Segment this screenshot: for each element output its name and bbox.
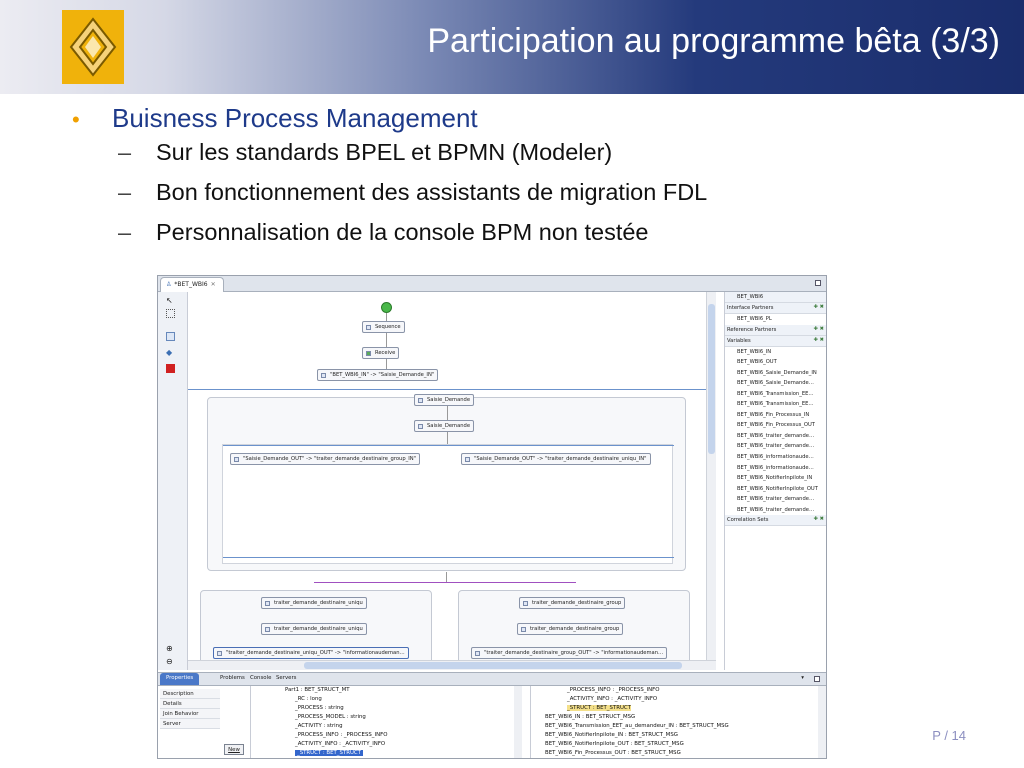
group-scope[interactable] — [458, 590, 690, 664]
variable-item[interactable]: BET_WBI6_Fin_Processus_OUT — [737, 422, 815, 429]
link-line — [314, 582, 576, 583]
pointer-tool-icon[interactable]: ↖ — [166, 296, 173, 305]
scope-icon — [265, 601, 270, 606]
correlation-sets-label: Correlation Sets — [727, 517, 769, 524]
variable-item[interactable]: BET_WBI6_Transmission_EE… — [737, 390, 814, 397]
tab-servers[interactable]: Servers — [276, 675, 297, 681]
tab-console[interactable]: Console — [250, 675, 272, 681]
assign-node[interactable] — [213, 647, 409, 659]
assign-group-label: "Saisie_Demande_OUT" -> "traiter_demande_destinaire_group_IN" — [243, 456, 417, 462]
tree-node[interactable]: Part1 : BET_STRUCT_MT — [285, 687, 350, 693]
tree-node[interactable]: _STRUCT : BET_STRUCT — [567, 705, 631, 711]
scope-node[interactable] — [414, 394, 474, 406]
assign-icon — [234, 457, 239, 462]
mapping-left-tree — [250, 686, 522, 759]
invoke-label: traiter_demande_destinaire_uniqu — [274, 626, 363, 632]
tree-node[interactable]: BET_WBI6_Fin_Processus_OUT : BET_STRUCT_MSG — [545, 750, 681, 756]
assign-label: "traiter_demande_destinaire_group_OUT" -> "informationaudeman… — [484, 650, 664, 656]
sequence-node[interactable] — [362, 321, 405, 333]
properties-tab-bar — [158, 673, 826, 686]
tree-node[interactable]: BET_WBI6_IN : BET_STRUCT_MSG — [545, 714, 636, 720]
close-icon[interactable]: ✕ — [210, 281, 216, 288]
bullet-list — [72, 103, 707, 259]
outline-process[interactable] — [725, 292, 827, 303]
reference-partners-header[interactable] — [725, 325, 827, 336]
tree-node[interactable]: _ACTIVITY : string — [295, 723, 343, 729]
scope-label: traiter_demande_destinaire_group — [532, 600, 622, 606]
sequence-icon — [366, 325, 371, 330]
empty-action-icon[interactable] — [166, 332, 175, 341]
variable-item[interactable]: BET_WBI6_Saisie_Demande… — [737, 380, 814, 387]
invoke-label: traiter_demande_destinaire_group — [530, 626, 620, 632]
bullet-main — [72, 103, 707, 139]
side-item[interactable]: Details — [160, 699, 220, 709]
invoke-label: Saisie_Demande — [427, 423, 471, 429]
variable-item[interactable]: BET_WBI6_NotifierInpilote_OUT — [737, 485, 818, 492]
variable-item[interactable]: BET_WBI6_traiter_demande… — [737, 506, 815, 513]
marquee-tool-icon[interactable] — [166, 309, 175, 318]
tree-node[interactable]: BET_WBI6_NotifierInpilote_OUT : BET_STRUCT_MSG — [545, 741, 684, 747]
zoom-in-icon[interactable]: ⊕ — [166, 644, 173, 653]
receive-node[interactable] — [362, 347, 399, 359]
bullet-sub-text: Bon fonctionnement des assistants de migration FDL — [156, 179, 708, 205]
connector-line — [446, 572, 447, 582]
view-menu-icon[interactable]: ▾ — [801, 675, 804, 681]
flow-bottom-line — [223, 557, 674, 558]
saisie-scope[interactable] — [207, 397, 686, 571]
sequence-label: Sequence — [375, 324, 401, 330]
process-outline — [724, 292, 827, 670]
dash-icon: – — [118, 219, 132, 245]
interface-partners-label: Interface Partners — [727, 305, 774, 311]
add-remove-icon[interactable]: ✚ ✖ — [813, 336, 824, 343]
interface-partners-header[interactable] — [725, 303, 827, 314]
scroll-thumb[interactable] — [304, 662, 682, 669]
variable-item[interactable]: BET_WBI6_informationaude… — [737, 464, 814, 471]
tree-node[interactable]: _RC : long — [295, 696, 322, 702]
bullet-sub — [72, 139, 707, 179]
variable-item[interactable]: BET_WBI6_IN — [737, 348, 772, 355]
palette — [158, 292, 188, 670]
selection-line — [188, 389, 706, 390]
tab-problems[interactable]: Problems — [220, 675, 245, 681]
tree-node[interactable]: BET_WBI6_Transmission_EET_au_demandeur_IN : BET_STRUCT_MSG — [545, 723, 729, 729]
invoke-icon — [418, 424, 423, 429]
editor-tab-bar — [158, 276, 826, 292]
left-tree-scrollbar[interactable] — [514, 686, 522, 759]
slide-header — [0, 0, 1024, 94]
bpel-editor-screenshot — [157, 275, 827, 759]
slide-title: Participation au programme bêta (3/3) — [427, 22, 1000, 60]
invoke-node[interactable] — [261, 623, 367, 635]
assign-icon — [217, 651, 222, 656]
add-remove-icon[interactable]: ✚ ✖ — [813, 516, 824, 523]
assign-label: "traiter_demande_destinaire_uniqu_OUT" -> "informationaudeman… — [226, 650, 405, 656]
tree-node[interactable]: _PROCESS : string — [295, 705, 344, 711]
right-tree-scrollbar[interactable] — [818, 686, 826, 759]
outline-item[interactable]: BET_WBI6_PL — [737, 316, 772, 322]
connector-line — [386, 359, 387, 369]
variable-item[interactable]: BET_WBI6_informationaude… — [737, 454, 814, 461]
variable-item[interactable]: BET_WBI6_Transmission_EE… — [737, 401, 814, 408]
uniqu-scope[interactable] — [200, 590, 432, 664]
connector-line — [386, 333, 387, 347]
minimize-icon[interactable] — [814, 676, 820, 682]
flow-container[interactable] — [222, 444, 673, 564]
assign-uniqu-label: "Saisie_Demande_OUT" -> "traiter_demande_destinaire_uniqu_IN" — [474, 456, 647, 462]
properties-view — [158, 672, 826, 759]
process-icon: ♙ — [166, 281, 172, 288]
tab-properties[interactable]: Properties — [160, 673, 199, 685]
bullet-main-text: Buisness Process Management — [112, 103, 478, 133]
bullet-sub — [72, 219, 707, 259]
add-remove-icon[interactable]: ✚ ✖ — [813, 325, 824, 332]
scope-node[interactable] — [261, 597, 367, 609]
connector-line — [447, 432, 448, 444]
assign-node[interactable] — [471, 647, 667, 659]
invoke-icon — [521, 627, 526, 632]
editor-tab[interactable] — [160, 277, 224, 292]
bullet-dot-icon: • — [72, 107, 80, 132]
side-item[interactable]: Server — [160, 719, 220, 729]
invoke-node[interactable] — [517, 623, 623, 635]
start-node-icon[interactable] — [381, 302, 392, 313]
assign-icon — [475, 651, 480, 656]
page-number: P / 14 — [932, 728, 966, 743]
scope-label: Saisie_Demande — [427, 397, 471, 403]
scope-icon — [523, 601, 528, 606]
assign-icon — [465, 457, 470, 462]
variable-item[interactable]: BET_WBI6_traiter_demande… — [737, 443, 815, 450]
zoom-out-icon[interactable]: ⊖ — [166, 657, 173, 666]
add-remove-icon[interactable]: ✚ ✖ — [813, 304, 824, 310]
editor-tab-label: *BET_WBI6 — [174, 281, 208, 288]
new-button[interactable]: New — [224, 744, 244, 755]
tree-node[interactable]: _ACTIVITY_INFO : _ACTIVITY_INFO — [295, 741, 386, 747]
assign-uniqu-node[interactable] — [461, 453, 651, 465]
variable-item[interactable]: BET_WBI6_traiter_demande… — [737, 432, 815, 439]
tree-node[interactable]: _ACTIVITY_INFO : _ACTIVITY_INFO — [567, 696, 658, 702]
correlation-sets-header[interactable] — [725, 515, 827, 526]
side-item[interactable]: Description — [160, 689, 220, 699]
tree-node-selected[interactable]: _STRUCT : BET_STRUCT — [297, 750, 361, 756]
receive-label: Receive — [375, 350, 396, 356]
tree-node[interactable]: _PROCESS_INFO : _PROCESS_INFO — [567, 687, 660, 693]
assign-label: "BET_WBI6_IN" -> "Saisie_Demande_IN" — [330, 372, 435, 378]
process-label: BET_WBI6 — [737, 294, 764, 300]
terminate-icon[interactable] — [166, 364, 175, 373]
variable-item[interactable]: BET_WBI6_Saisie_Demande_IN — [737, 369, 817, 376]
side-item[interactable]: Join Behavior — [160, 709, 220, 719]
invoke-icon — [265, 627, 270, 632]
properties-sidebar — [160, 689, 220, 759]
variable-item[interactable]: BET_WBI6_NotifierInpilote_IN — [737, 475, 813, 482]
variable-item[interactable]: BET_WBI6_traiter_demande… — [737, 496, 815, 503]
dash-icon: – — [118, 179, 132, 205]
assign-group-node[interactable] — [230, 453, 420, 465]
process-canvas[interactable] — [188, 292, 706, 662]
variables-label: Variables — [727, 337, 751, 344]
assign-node[interactable] — [317, 369, 438, 381]
bullet-sub-text: Personnalisation de la console BPM non testée — [156, 219, 649, 245]
assign-icon — [321, 373, 326, 378]
receive-icon — [366, 351, 371, 356]
variable-item[interactable]: BET_WBI6_OUT — [737, 359, 777, 366]
horizontal-scrollbar[interactable] — [188, 660, 716, 670]
connector-line — [447, 406, 448, 420]
invoke-node[interactable] — [414, 420, 474, 432]
tree-node[interactable]: BET_WBI6_NotifierInpilote_IN : BET_STRUCT_MSG — [545, 732, 678, 738]
flow-icon[interactable]: ◆ — [166, 348, 173, 357]
reference-partners-label: Reference Partners — [727, 326, 777, 333]
maximize-icon[interactable] — [815, 280, 821, 286]
mapping-right-tree — [530, 686, 818, 759]
bullet-sub — [72, 179, 707, 219]
bullet-sub-text: Sur les standards BPEL et BPMN (Modeler) — [156, 139, 613, 165]
scroll-thumb[interactable] — [708, 304, 715, 454]
dash-icon: – — [118, 139, 132, 165]
renault-logo — [62, 10, 124, 84]
tree-node[interactable]: _PROCESS_MODEL : string — [295, 714, 366, 720]
variable-item[interactable]: BET_WBI6_Fin_Processus_IN — [737, 411, 810, 418]
scope-icon — [418, 398, 423, 403]
variables-header[interactable] — [725, 336, 827, 347]
scope-node[interactable] — [519, 597, 625, 609]
vertical-scrollbar[interactable] — [706, 292, 716, 662]
flow-top-line — [223, 445, 674, 446]
scope-label: traiter_demande_destinaire_uniqu — [274, 600, 363, 606]
tree-node[interactable]: _PROCESS_INFO : _PROCESS_INFO — [295, 732, 388, 738]
